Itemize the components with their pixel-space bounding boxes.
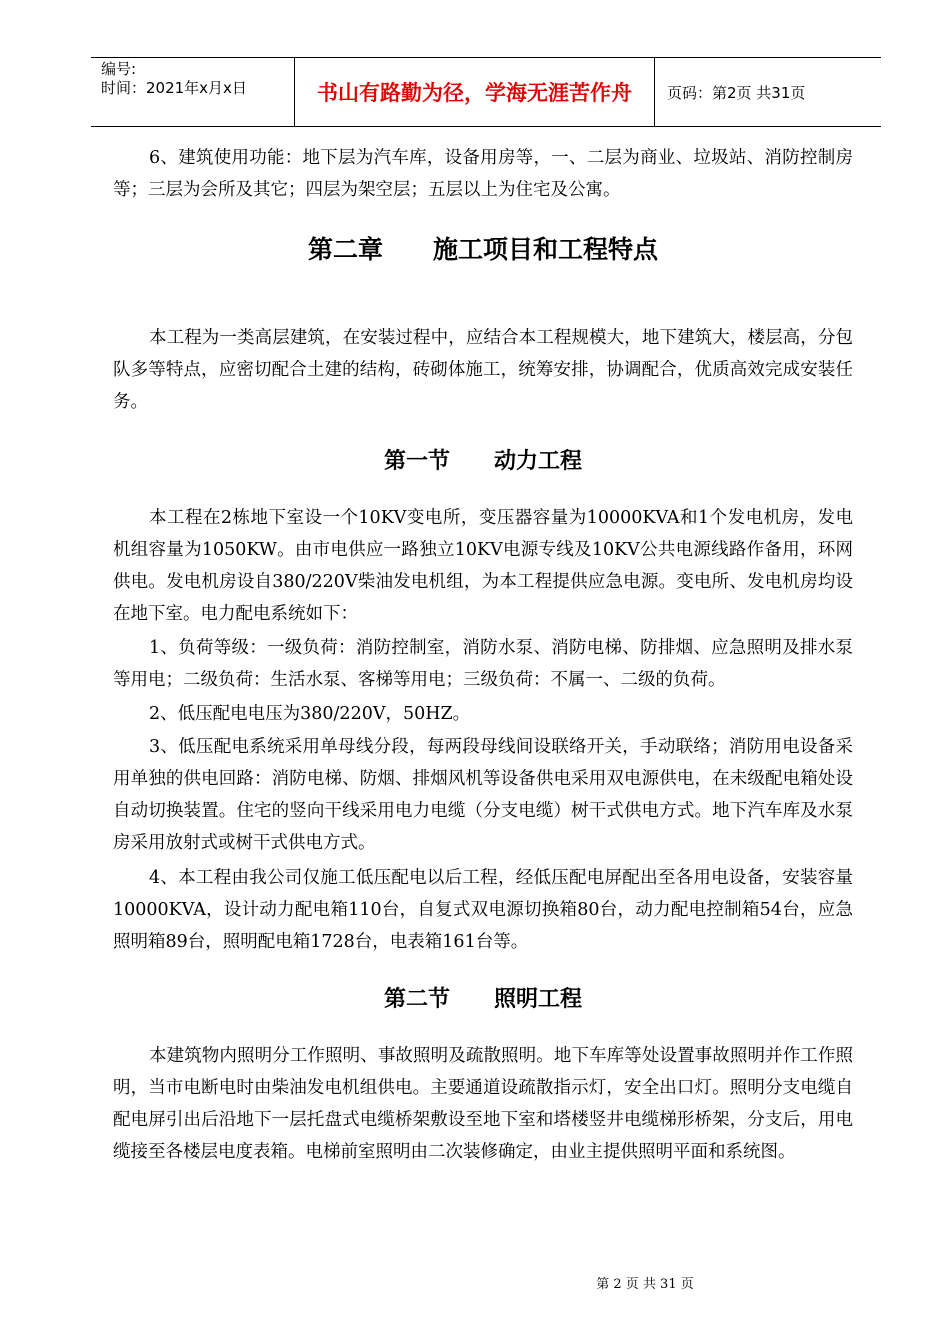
paragraph-distribution-system: 3、低压配电系统采用单母线分段，每两段母线间设联络开关，手动联络；消防用电设备采用单独的供电回路：消防电梯、防烟、排烟风机等设备供电采用双电源供电，在未级配电箱处设自动切换装置。住宅的竖向干线采用电力电缆（分支电缆）树干式供电方式。地下汽车库及水泵房采用放射式或树干式供电方式。: [113, 737, 853, 853]
section-title-lighting: 第二节 照明工程: [383, 987, 582, 1012]
chapter-title: 第二章 施工项目和工程特点: [307, 235, 658, 264]
header-page-label: 页码：第2页 共31页: [667, 83, 806, 102]
page-header: [91, 57, 881, 127]
section-title-power: 第一节 动力工程: [383, 449, 582, 474]
paragraph-power-intro: 本工程在2栋地下室设一个10KV变电所，变压器容量为10000KVA和1个发电机房，发电机组容量为1050KW。由市电供应一路独立10KV电源专线及10KV公共电源线路作备用，环网供电。发电机房设自380/220V柴油发电机组，为本工程提供应急电源。变电所、发电机房均设在地下室。电力配电系统如下：: [113, 508, 853, 624]
header-number-label: 编号:: [101, 60, 137, 78]
paragraph-project-overview: 本工程为一类高层建筑，在安装过程中，应结合本工程规模大，地下建筑大，楼层高，分包队多等特点，应密切配合土建的结构，砖砌体施工，统筹安排，协调配合，优质高效完成安装任务。: [113, 328, 853, 412]
header-meta-cell: [91, 58, 295, 126]
paragraph-voltage: 2、低压配电电压为380/220V，50HZ。: [149, 704, 471, 724]
paragraph-building-function: 6、建筑使用功能：地下层为汽车库，设备用房等，一、二层为商业、垃圾站、消防控制房等；三层为会所及其它；四层为架空层；五层以上为住宅及公寓。: [113, 148, 853, 200]
paragraph-load-levels: 1、负荷等级：一级负荷：消防控制室，消防水泵、消防电梯、防排烟、应急照明及排水泵等用电；二级负荷：生活水泵、客梯等用电；三级负荷：不属一、二级的负荷。: [113, 638, 853, 690]
paragraph-installation-scope: 4、本工程由我公司仅施工低压配电以后工程，经低压配电屏配出至各用电设备，安装容量10000KVA，设计动力配电箱110台，自复式双电源切换箱80台，动力配电控制箱54台，应急照明箱89台，照明配电箱1728台，电表箱161台等。: [113, 868, 853, 952]
page-footer: 第 2 页 共 31 页: [596, 1277, 694, 1292]
header-motto: 书山有路勤为径，学海无涯苦作舟: [295, 58, 655, 126]
paragraph-lighting: 本建筑物内照明分工作照明、事故照明及疏散照明。地下车库等处设置事故照明并作工作照明，当市电断电时由柴油发电机组供电。主要通道设疏散指示灯，安全出口灯。照明分支电缆自配电屏引出后沿地下一层托盘式电缆桥架敷设至地下室和塔楼竖井电缆梯形桥架，分支后，用电缆接至各楼层电度表箱。电梯前室照明由二次装修确定，由业主提供照明平面和系统图。: [113, 1046, 853, 1162]
header-time-label: 时间：2021年x月x日: [101, 79, 247, 97]
